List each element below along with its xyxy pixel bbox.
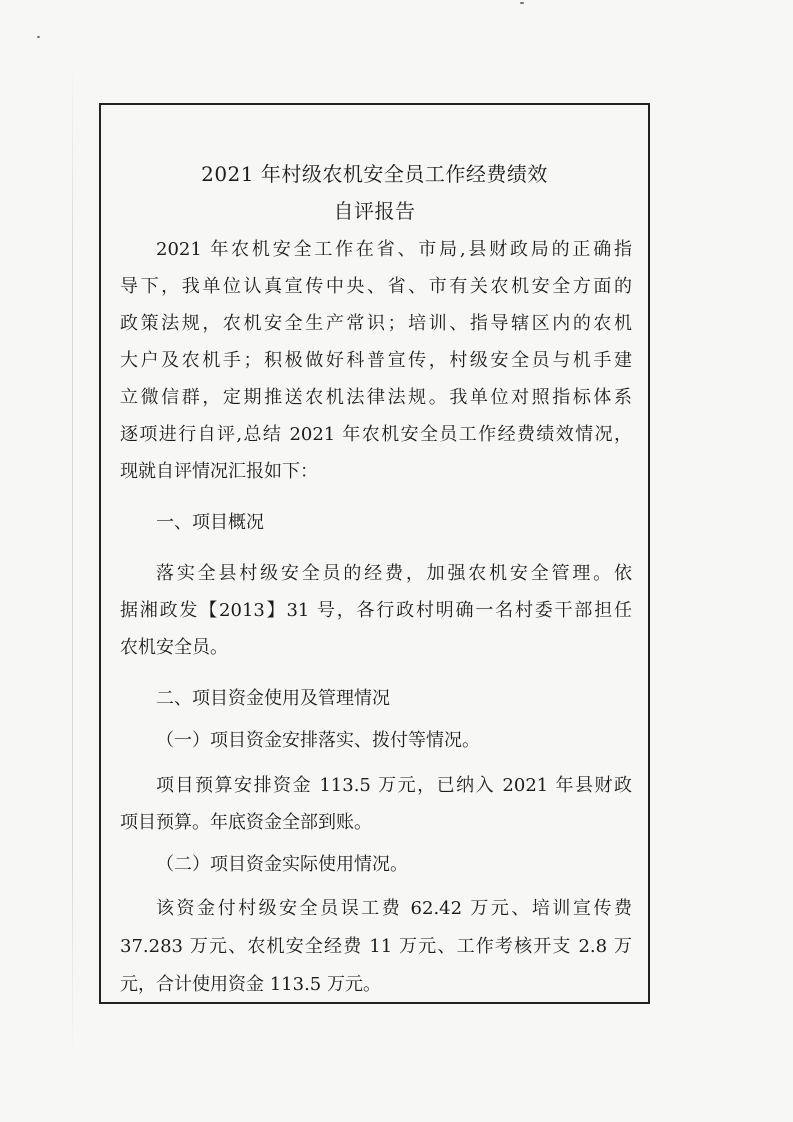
document-title-line-2: 自评报告	[333, 199, 416, 223]
scan-speck	[520, 2, 524, 4]
section-1-line: 农机安全员。	[120, 637, 228, 658]
intro-line: 2021 年农机安全工作在省、市局,县财政局的正确指	[156, 239, 632, 260]
subsection-2-line: 该资金付村级安全员误工费 62.42 万元、培训宣传费	[156, 898, 632, 919]
document-title-line-1: 2021 年村级农机安全员工作经费绩效	[201, 162, 548, 186]
section-1-heading: 一、项目概况	[156, 512, 264, 533]
subsection-2-line: 37.283 万元、农机安全经费 11 万元、工作考核开支 2.8 万	[120, 936, 632, 957]
intro-line: 导下，我单位认真宣传中央、省、市有关农机安全方面的	[120, 276, 632, 297]
intro-line: 大户及农机手；积极做好科普宣传，村级安全员与机手建	[120, 350, 632, 371]
scan-speck	[37, 36, 40, 38]
intro-line: 逐项进行自评,总结 2021 年农机安全员工作经费绩效情况，	[120, 424, 632, 445]
intro-line: 现就自评情况汇报如下：	[120, 461, 318, 482]
section-1-line: 落实全县村级安全员的经费，加强农机安全管理。依	[156, 563, 632, 584]
subsection-1-heading: （一）项目资金安排落实、拨付等情况。	[156, 730, 480, 751]
document-frame	[99, 103, 650, 1004]
subsection-1-line: 项目预算安排资金 113.5 万元，已纳入 2021 年县财政	[156, 775, 632, 796]
section-2-heading: 二、项目资金使用及管理情况	[156, 688, 390, 709]
subsection-1-line: 项目预算。年底资金全部到账。	[120, 812, 372, 833]
scan-margin-line	[72, 60, 73, 1060]
section-1-line: 据湘政发【2013】31 号，各行政村明确一名村委干部担任	[120, 600, 632, 621]
intro-line: 政策法规，农机安全生产常识；培训、指导辖区内的农机	[120, 313, 632, 334]
intro-line: 立微信群，定期推送农机法律法规。我单位对照指标体系	[120, 387, 632, 408]
subsection-2-line: 元，合计使用资金 113.5 万元。	[120, 974, 381, 995]
subsection-2-heading: （二）项目资金实际使用情况。	[156, 854, 408, 875]
